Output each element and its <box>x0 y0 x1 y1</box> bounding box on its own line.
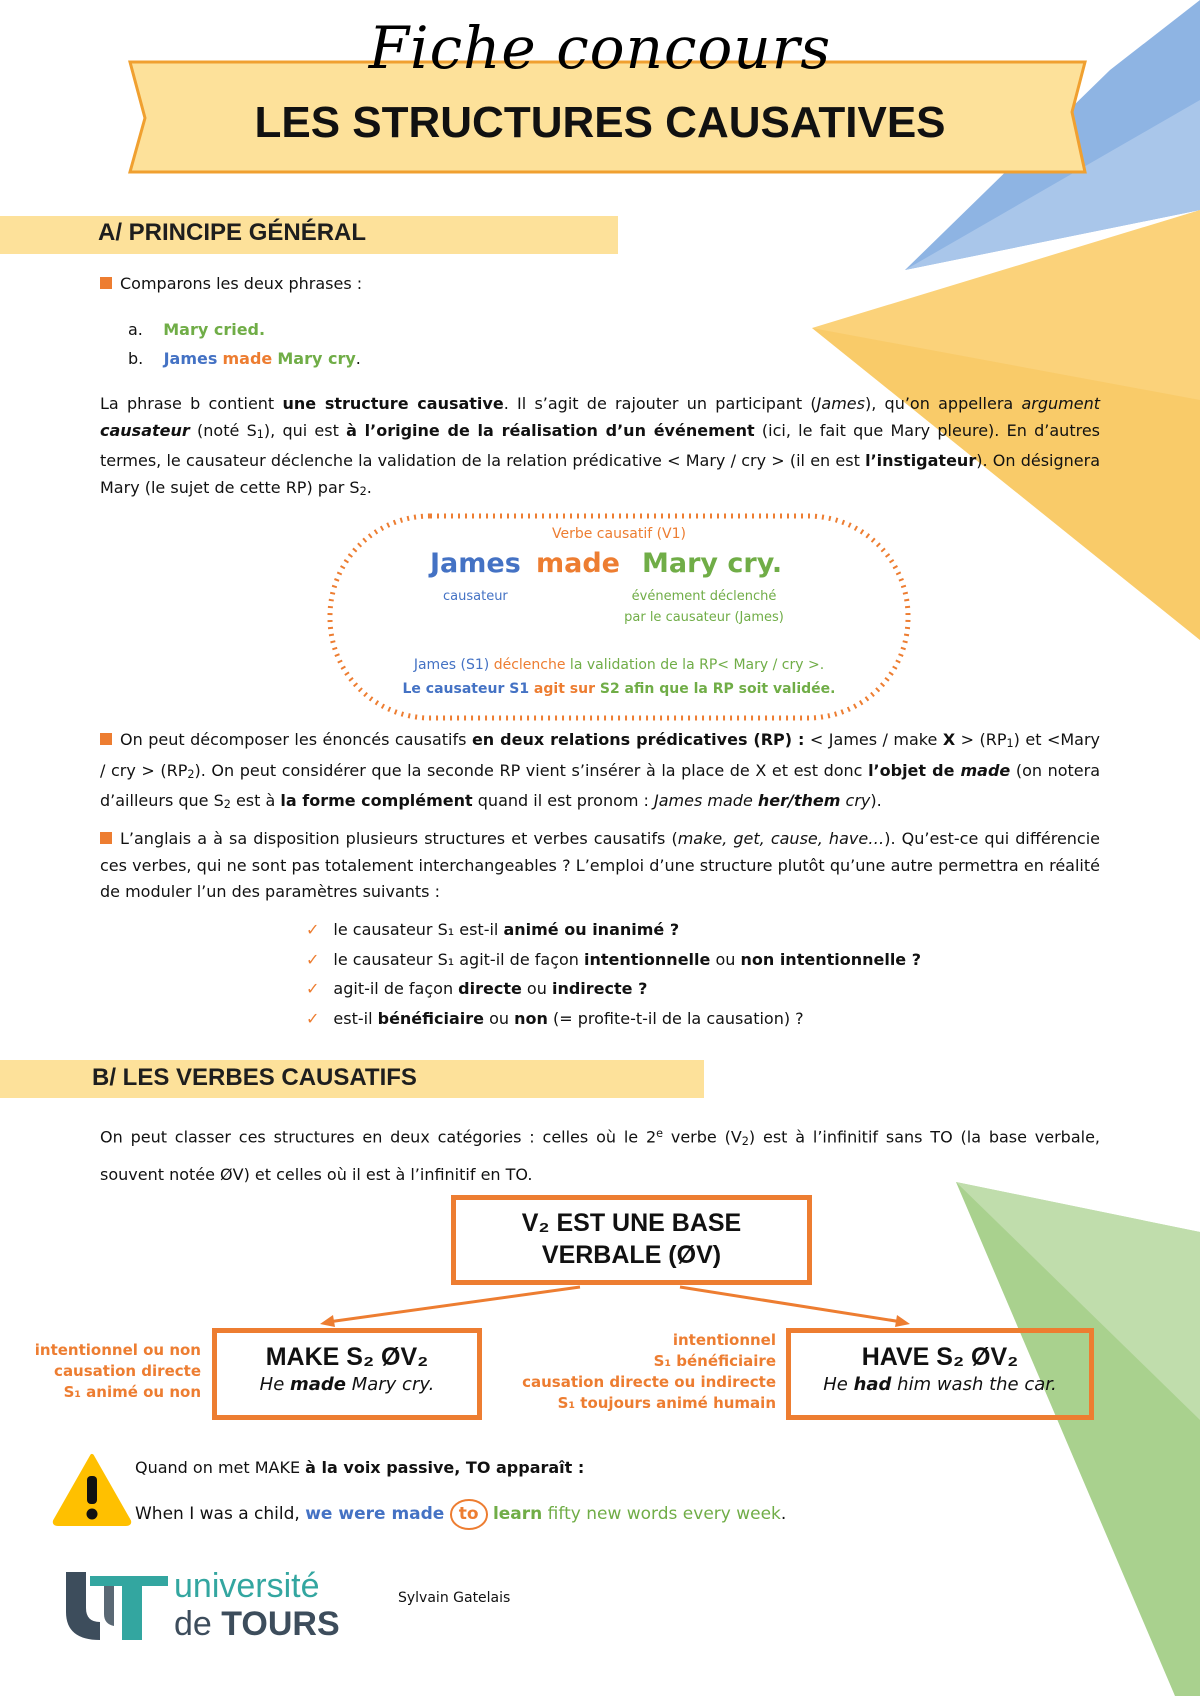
logo-line-2: de TOURS <box>174 1605 340 1643</box>
check-item: ✓ le causateur S₁ agit-il de façon intentionnelle ou non intentionnelle ? <box>306 949 922 969</box>
verb-label: Verbe causatif (V1) <box>552 526 686 542</box>
causateur-label: causateur <box>443 589 508 604</box>
check-item: ✓ est-il bénéficiaire ou non (= profite-t-il de la causation) ? <box>306 1008 804 1028</box>
section-b-title: B/ LES VERBES CAUSATIFS <box>92 1064 417 1091</box>
university-logo-icon <box>60 1572 170 1644</box>
make-box: MAKE S₂ ØV₂ He made Mary cry. <box>212 1328 482 1420</box>
warning-icon <box>52 1452 132 1526</box>
author: Sylvain Gatelais <box>398 1590 511 1606</box>
base-verbale-box: V₂ EST UNE BASE VERBALE (ØV) <box>451 1195 812 1285</box>
diagram-line-2: Le causateur S1 agit sur S2 afin que la RP soit validée. <box>402 681 836 697</box>
checklist <box>306 917 921 1032</box>
paragraph-principle: La phrase b contient une structure causative. Il s’agit de rajouter un participant (James), qu’on appellera argument causateur (noté $S_1$), qui est à l’origine de la réalisation d’un événement (ici, le fait que Mary pleure). En d’autres termes, le causateur déclenche la validation de la relation prédicative < Mary / cry > (il en est l’instigateur). On désignera Mary (le sujet de cette RP) par $S_2$. <box>100 394 1101 498</box>
diagram-james: James <box>430 548 521 579</box>
paragraph-decompose: On peut décomposer les énoncés causatifs en deux relations prédicatives (RP) : < James / make $X > (RP_1)$ et <Mary / cry > $(RP_2)$. On peut considérer que la seconde RP vient s’insérer à la place de X et est donc l’objet de made (on notera d’ailleurs que $S_2$ est à la forme complément quand il est pronom : James made her/them cry). <box>100 730 1101 812</box>
bullet-square-icon <box>100 277 112 289</box>
bullet-square-icon <box>100 733 112 745</box>
event-label-1: événement déclenché <box>631 589 777 604</box>
paragraph-verbs: L’anglais a à sa disposition plusieurs structures et verbes causatifs (make, get, cause, have…). Qu’est-ce qui différencie ces verbes, qui ne sont pas totalement interchangeables ? L’emploi d’une structure plutôt qu’une autre permettra en réalité de moduler l’un des paramètres suivants : <box>100 829 1101 901</box>
page-title: LES STRUCTURES CAUSATIVES <box>254 98 946 147</box>
check-icon: ✓ <box>306 949 320 969</box>
check-icon: ✓ <box>306 920 320 939</box>
passive-example: When I was a child, we were made to learn fifty new words every week. <box>135 1499 786 1530</box>
make-notes: intentionnel ou non causation directe S₁ animé ou non <box>34 1341 201 1401</box>
have-box: HAVE S₂ ØV₂ He had him wash the car. <box>786 1328 1094 1420</box>
warning-text: Quand on met MAKE à la voix passive, TO apparaît : <box>135 1458 585 1477</box>
check-item: ✓ le causateur S₁ est-il animé ou inanimé ? <box>306 920 680 939</box>
to-circle: to <box>450 1499 488 1530</box>
check-item: ✓ agit-il de façon directe ou indirecte ? <box>306 979 648 998</box>
example-b: b. James made Mary cry. <box>128 349 361 368</box>
event-label-2: par le causateur (James) <box>624 610 784 625</box>
bullet-square-icon <box>100 832 112 844</box>
script-title: Fiche concours <box>368 14 832 82</box>
diagram-line-1: James (S1) déclenche la validation de la RP< Mary / cry >. <box>413 657 825 673</box>
logo-line-1: université <box>174 1567 320 1605</box>
example-a: a. Mary cried. <box>128 320 266 339</box>
tree-arrows <box>320 1282 920 1332</box>
intro-line: Comparons les deux phrases : <box>100 271 362 298</box>
check-icon: ✓ <box>306 979 320 998</box>
section-b-intro: On peut classer ces structures en deux catégories : celles où le 2e verbe $(V_2)$ est à l’infinitif sans TO (la base verbale, souvent notée ØV) et celles où il est à l’infinitif en TO. <box>100 1127 1101 1184</box>
have-notes: intentionnel S₁ bénéficiaire causation directe ou indirecte S₁ toujours animé humain <box>522 1331 776 1412</box>
check-icon: ✓ <box>306 1008 320 1028</box>
diagram-made: made <box>536 548 620 579</box>
section-a-title: A/ PRINCIPE GÉNÉRAL <box>98 219 367 246</box>
diagram-mary-cry: Mary cry. <box>642 548 783 579</box>
